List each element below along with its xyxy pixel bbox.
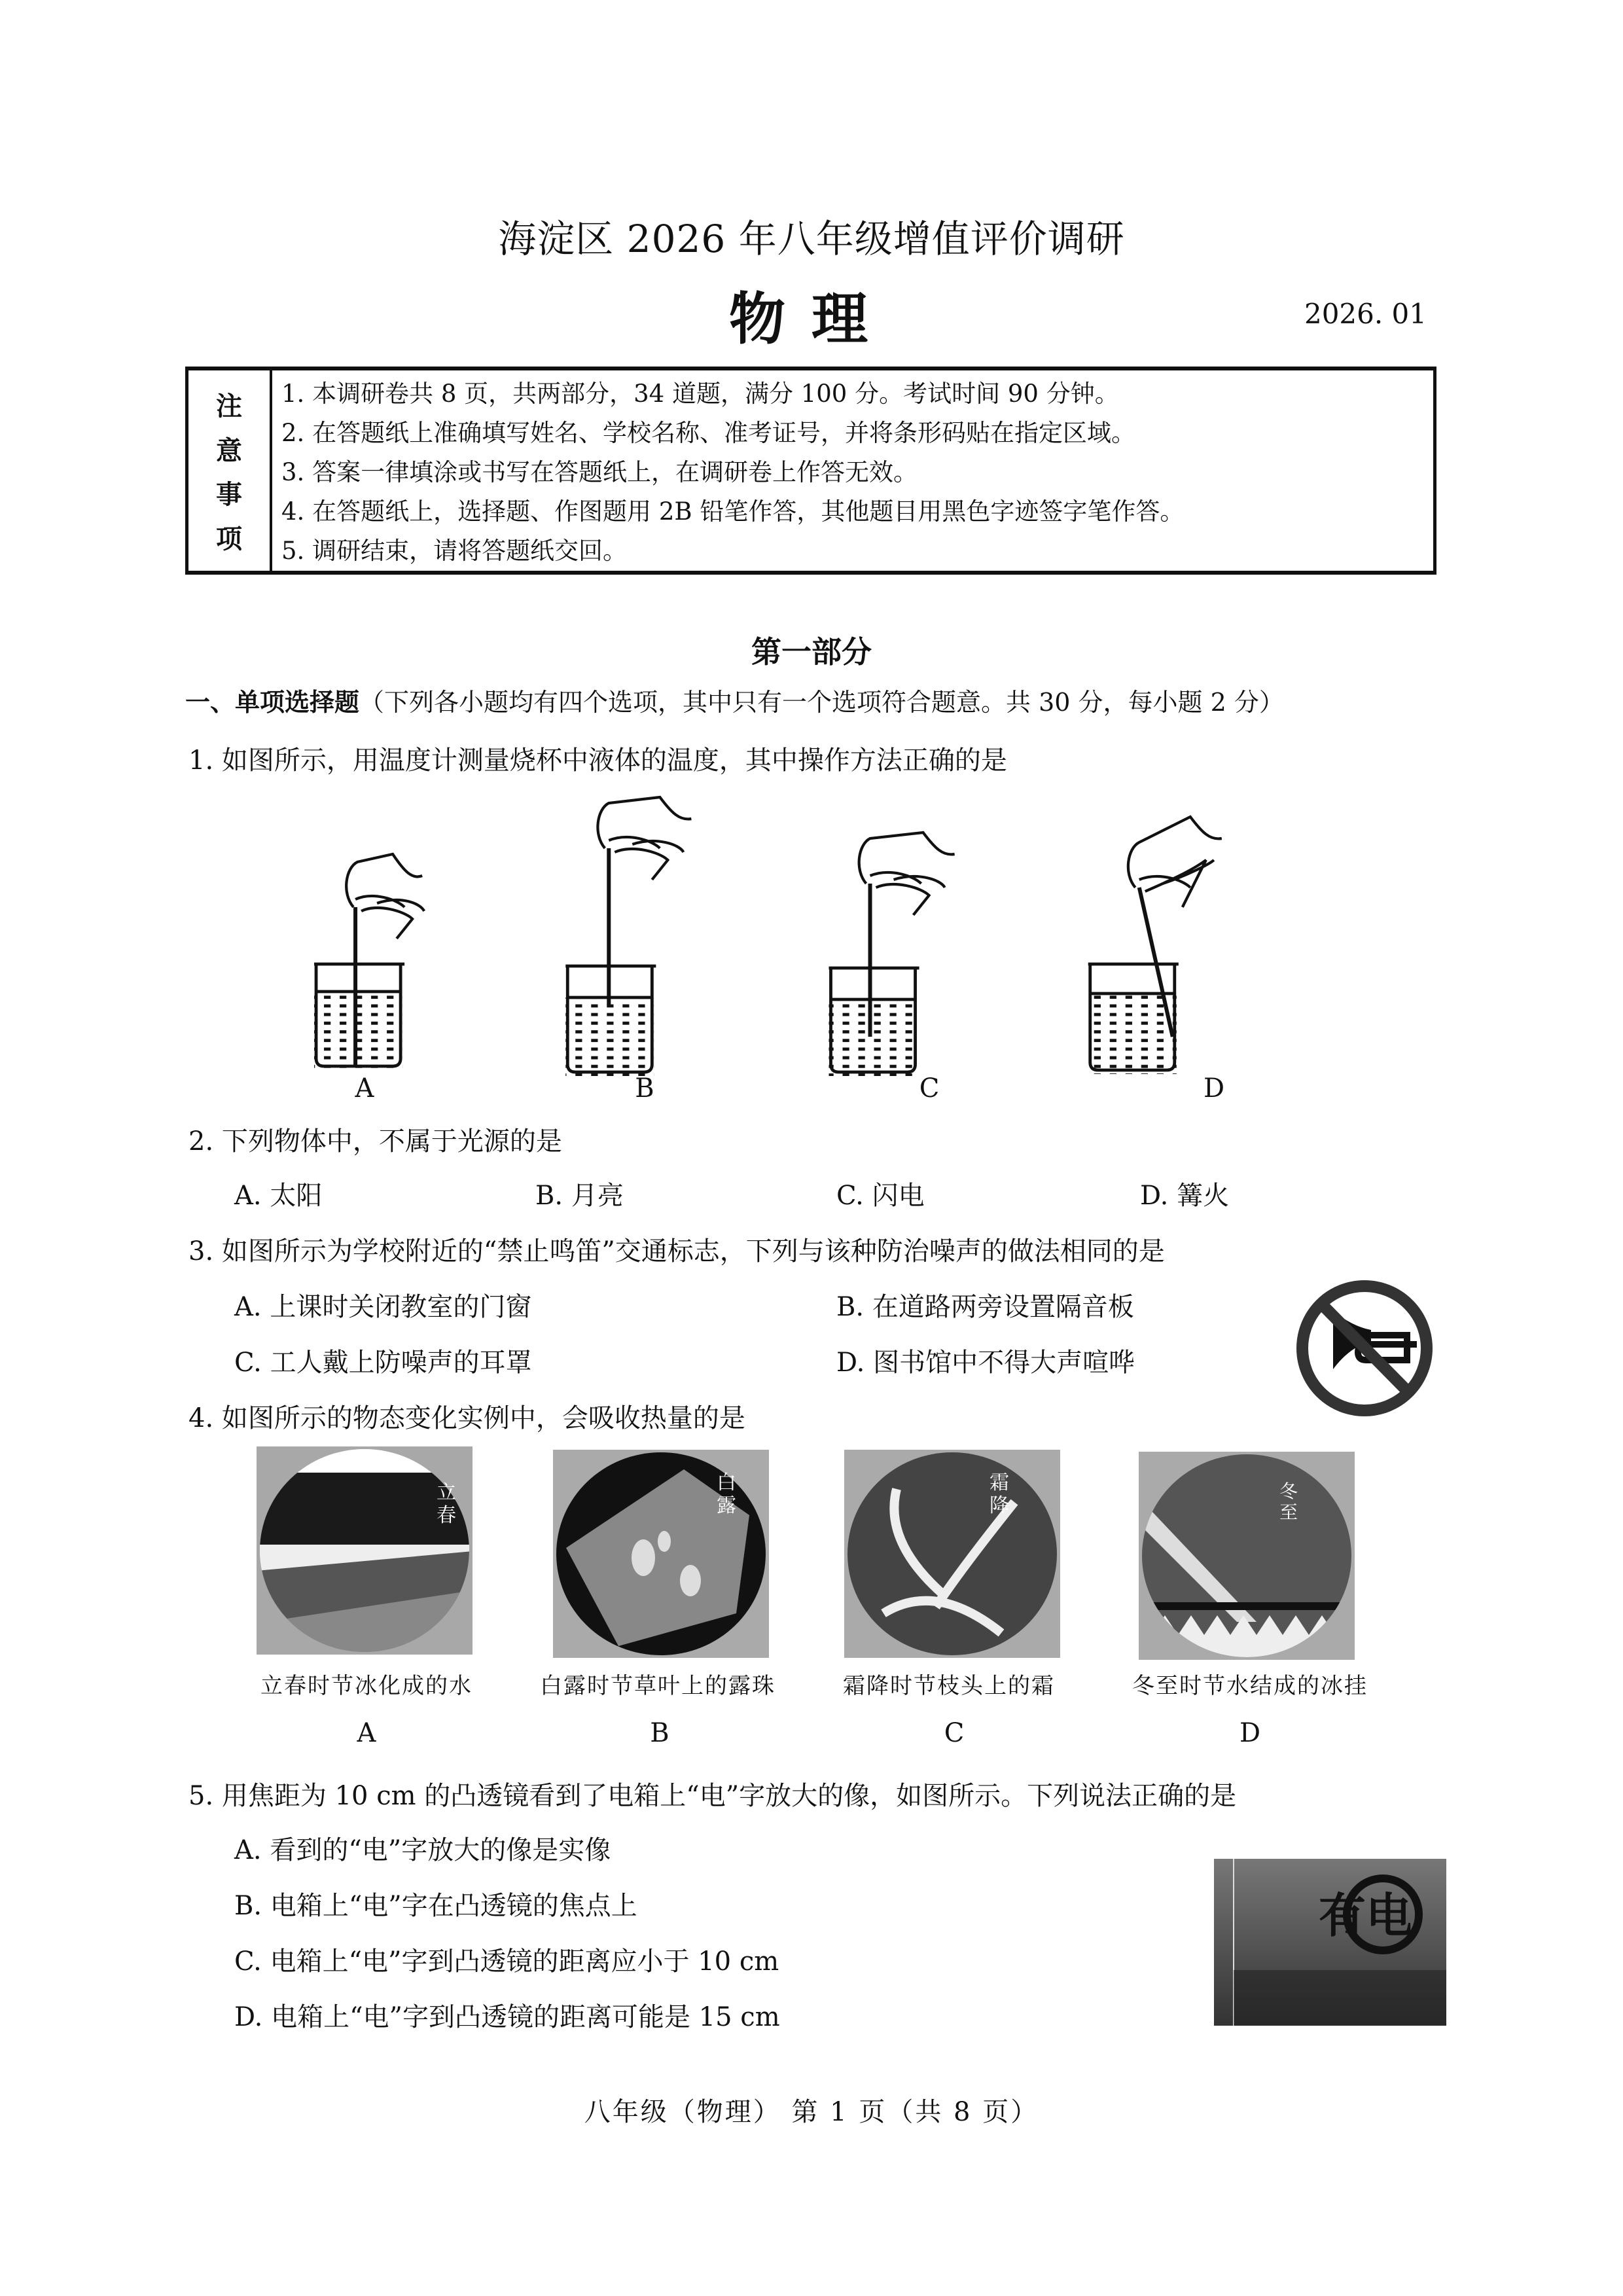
notice-heading [188,370,272,571]
section-heading [185,682,1284,718]
thermometer-figure [275,785,1400,1100]
photo-tag: 冬 [1279,1480,1298,1502]
notice-item: 2. 在答题纸上准确填写姓名、学校名称、准考证号，并将条形码贴在指定区域。 [281,419,1136,447]
notice-item: 3. 答案一律填涂或书写在答题纸上，在调研卷上作答无效。 [281,458,918,486]
q2-option-c[interactable]: C. 闪电 [836,1181,925,1211]
magnified-electric-box-photo [1214,1859,1446,2026]
q2-option-a[interactable]: A. 太阳 [234,1181,323,1211]
notice-heading-char: 事 [216,479,242,511]
photo-tag: 白 [717,1471,736,1494]
notice-item: 4. 在答题纸上，选择题、作图题用 2B 铅笔作答，其他题目用黑色字迹签字笔作答。 [281,497,1185,526]
photo-label-c: C [944,1718,965,1748]
q3-option-c[interactable]: C. 工人戴上防噪声的耳罩 [234,1348,532,1378]
question-5-stem: 5. 用焦距为 10 cm 的凸透镜看到了电箱上“电”字放大的像，如图所示。下列说法正确的是 [188,1781,1237,1811]
svg-text:至: 至 [1279,1501,1298,1523]
figure-label-d: D [1203,1073,1225,1103]
svg-text:露: 露 [717,1494,736,1517]
part-title: 第一部分 [751,634,872,670]
q5-option-c[interactable]: C. 电箱上“电”字到凸透镜的距离应小于 10 cm [234,1946,779,1977]
section-note: （下列各小题均有四个选项，其中只有一个选项符合题意。共 30 分，每小题 2 分） [359,688,1284,717]
svg-text:降: 降 [990,1494,1009,1517]
icicles-photo [1139,1452,1355,1660]
question-3-stem: 3. 如图所示为学校附近的“禁止鸣笛”交通标志，下列与该种防治噪声的做法相同的是 [188,1236,1165,1266]
photo-tag: 立 [437,1481,456,1504]
q3-option-b[interactable]: B. 在道路两旁设置隔音板 [836,1292,1134,1322]
svg-text:春: 春 [437,1504,456,1527]
exam-date: 2026. 01 [1304,298,1427,330]
figure-label-c: C [919,1073,940,1103]
q3-option-a[interactable]: A. 上课时关闭教室的门窗 [234,1292,532,1322]
photo-d [1139,1452,1355,1660]
no-honking-sign-icon [1293,1276,1436,1420]
question-2-stem: 2. 下列物体中，不属于光源的是 [188,1126,562,1157]
subject-title: 物理 [729,286,894,352]
notice-heading-char: 项 [216,523,242,554]
photo-caption-a: 立春时节冰化成的水 [260,1673,473,1699]
ice-melting-photo [257,1446,473,1655]
photo-label-b: B [650,1718,669,1748]
question-4-stem: 4. 如图所示的物态变化实例中，会吸收热量的是 [188,1403,745,1433]
dew-drops-photo [553,1450,769,1658]
photo-a [257,1446,473,1655]
q5-option-a[interactable]: A. 看到的“电”字放大的像是实像 [234,1835,611,1865]
photo-label-a: A [357,1718,376,1748]
photo-label-d: D [1239,1718,1261,1748]
q5-option-d[interactable]: D. 电箱上“电”字到凸透镜的距离可能是 15 cm [234,2002,780,2032]
q3-option-d[interactable]: D. 图书馆中不得大声喧哗 [836,1348,1135,1378]
notice-box [185,367,1436,575]
page-footer: 八年级（物理） 第 1 页（共 8 页） [584,2097,1039,2127]
q2-option-b[interactable]: B. 月亮 [535,1181,624,1211]
notice-item: 5. 调研结束，请将答题纸交回。 [281,537,628,565]
photo-tag: 霜 [990,1471,1009,1494]
exam-title: 海淀区 2026 年八年级增值评价调研 [498,217,1125,261]
photo-caption-c: 霜降时节枝头上的霜 [843,1673,1055,1699]
section-title: 一、单项选择题 [185,687,360,717]
photo-c [844,1450,1060,1658]
photo-caption-d: 冬至时节水结成的冰挂 [1132,1673,1368,1699]
photo-b [553,1450,769,1658]
photo-caption-b: 白露时节草叶上的露珠 [540,1673,776,1699]
notice-item: 1. 本调研卷共 8 页，共两部分，34 道题，满分 100 分。考试时间 90 分钟。 [281,380,1119,408]
figure-label-b: B [635,1073,654,1103]
notice-heading-char: 注 [216,391,242,422]
notice-list [272,370,1433,571]
q2-option-d[interactable]: D. 篝火 [1140,1181,1230,1211]
notice-heading-char: 意 [216,435,242,466]
figure-label-a: A [355,1073,374,1103]
q5-option-b[interactable]: B. 电箱上“电”字在凸透镜的焦点上 [234,1891,637,1921]
photo-text: 有电 [1319,1888,1414,1943]
frost-branch-photo [844,1450,1060,1658]
question-1-stem: 1. 如图所示，用温度计测量烧杯中液体的温度，其中操作方法正确的是 [188,745,1007,776]
